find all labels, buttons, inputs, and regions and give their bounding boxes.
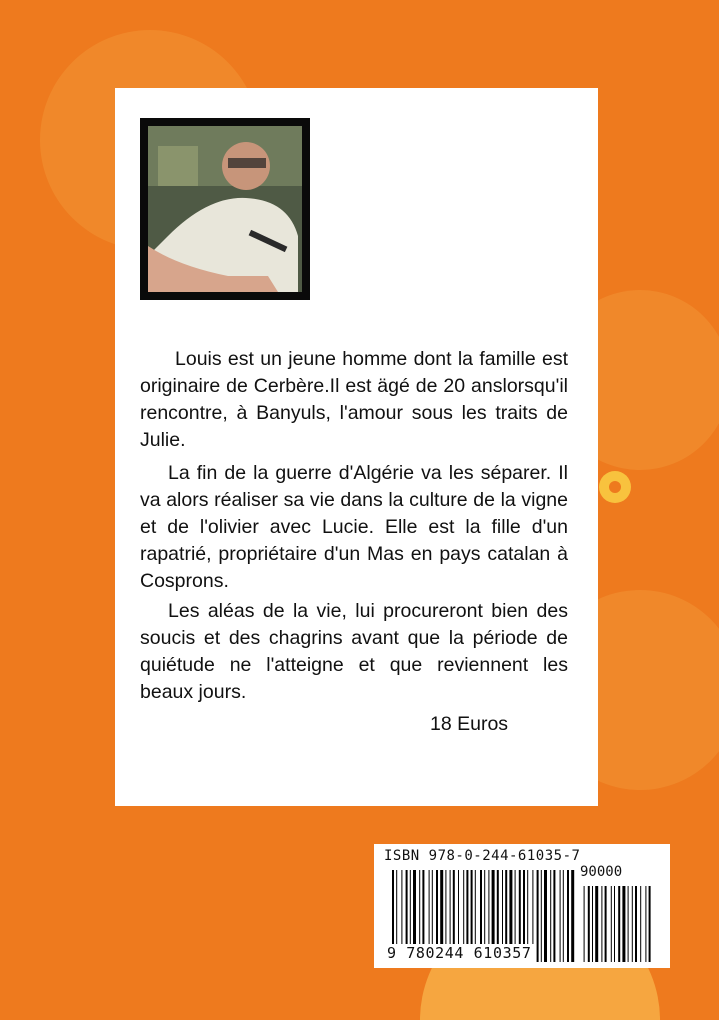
barcode-addon-bar xyxy=(649,886,651,962)
barcode-bar xyxy=(541,870,542,962)
blurb-paragraph-3: Les aléas de la vie, lui procureront bien des soucis et des chagrins avant que la période de quiétude ne l'atteigne et que reviennent les beaux jours. xyxy=(140,600,568,703)
isbn-barcode xyxy=(374,844,670,968)
barcode-addon-bar xyxy=(640,886,641,962)
barcode-bar xyxy=(563,870,564,962)
barcode-addon-bar xyxy=(584,886,585,962)
barcode-addon-bar xyxy=(588,886,590,962)
barcode-addon-bar xyxy=(595,886,598,962)
barcode-addon-bar xyxy=(611,886,612,962)
barcode-bar xyxy=(560,870,561,962)
barcode-bar xyxy=(571,870,574,962)
barcode-addon-bar xyxy=(618,886,620,962)
barcode-addon-bar xyxy=(645,886,646,962)
price-label: 18 Euros xyxy=(430,713,509,735)
barcode-bar xyxy=(544,870,547,962)
blurb-paragraph-2: La fin de la guerre d'Algérie va les séparer. Il va alors réaliser sa vie dans la culture de la vigne et de l'olivier avec Lucie. Elle est la fille d'un rapatrié, propriétaire d'un Mas en pays catalan à Cosprons. xyxy=(140,462,568,592)
back-cover-panel xyxy=(115,88,598,806)
barcode-addon-bar xyxy=(628,886,629,962)
barcode-bar xyxy=(567,870,569,962)
barcode-addon-bar xyxy=(592,886,593,962)
barcode-addon-digits: 90000 xyxy=(580,864,623,880)
isbn-text: ISBN 978-0-244-61035-7 xyxy=(384,848,581,864)
barcode-addon-bar xyxy=(614,886,615,962)
barcode-addon-bar xyxy=(635,886,637,962)
barcode-addon-bar xyxy=(622,886,625,962)
barcode-addon-bar xyxy=(632,886,633,962)
barcode-addon-bar xyxy=(605,886,607,962)
barcode-bar xyxy=(537,870,539,962)
barcode-bar xyxy=(553,870,555,962)
author-photo xyxy=(140,118,310,300)
barcode-digits: 9 780244 610357 xyxy=(384,944,534,962)
blurb-paragraph-1: Louis est un jeune homme dont la famille est originaire de Cerbère.Il est ägé de 20 anslorsqu'il rencontre, à Banyuls, l'amour sous les traits de Julie. xyxy=(140,348,568,451)
barcode-addon-bar xyxy=(601,886,602,962)
barcode-bar xyxy=(550,870,551,962)
